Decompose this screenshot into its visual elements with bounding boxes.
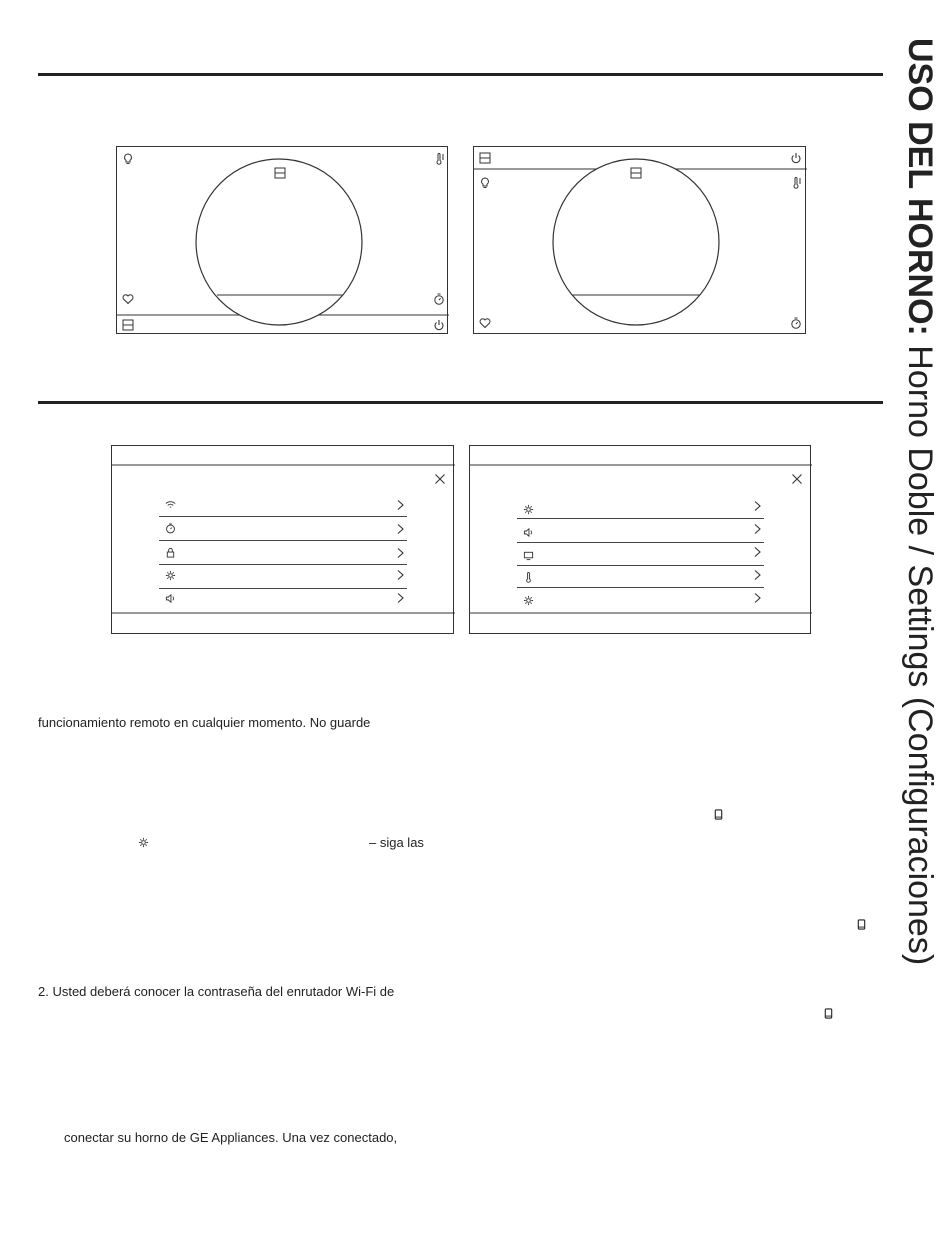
body-text-line: – siga las <box>369 835 424 850</box>
chevron-right-icon[interactable] <box>751 569 763 581</box>
gear-icon <box>138 837 149 848</box>
settings-screen-page-1 <box>111 445 454 634</box>
section-rule-middle <box>38 401 883 404</box>
menu-divider <box>159 564 407 565</box>
heart-icon[interactable] <box>479 317 491 329</box>
mobile-device-icon <box>713 809 724 820</box>
settings-screen-2-frame <box>470 446 812 635</box>
side-title-light: Horno Doble / Settings (Configuraciones) <box>901 345 939 966</box>
body-text-line: conectar su horno de GE Appliances. Una vez conectado, <box>64 1130 398 1145</box>
heart-icon[interactable] <box>122 293 134 305</box>
timer-icon[interactable] <box>790 317 802 329</box>
gear-icon <box>523 504 534 515</box>
oven-cavity-icon[interactable] <box>630 167 642 179</box>
chevron-right-icon[interactable] <box>751 500 763 512</box>
gear-icon <box>523 595 534 606</box>
speaker-icon <box>523 527 534 538</box>
display-icon <box>523 550 534 561</box>
chevron-right-icon[interactable] <box>394 523 406 535</box>
chevron-right-icon[interactable] <box>394 547 406 559</box>
menu-divider <box>517 518 764 519</box>
lightbulb-icon[interactable] <box>122 153 134 165</box>
lock-icon <box>165 547 176 558</box>
body-text-line: funcionamiento remoto en cualquier momento. No guarde <box>38 715 371 730</box>
lightbulb-icon[interactable] <box>479 177 491 189</box>
chevron-right-icon[interactable] <box>394 592 406 604</box>
chevron-right-icon[interactable] <box>394 499 406 511</box>
menu-divider <box>159 588 407 589</box>
body-text-step-2: 2. Usted deberá conocer la contraseña del enrutador Wi-Fi de <box>38 984 395 999</box>
settings-screen-page-2 <box>469 445 811 634</box>
menu-divider <box>517 587 764 588</box>
page-side-title <box>900 38 939 965</box>
menu-divider <box>159 516 407 517</box>
mobile-device-icon <box>823 1008 834 1019</box>
thermometer-icon <box>523 572 534 583</box>
power-icon[interactable] <box>433 319 445 331</box>
chevron-right-icon[interactable] <box>751 523 763 535</box>
power-icon[interactable] <box>790 152 802 164</box>
clock-icon <box>165 523 176 534</box>
control-panel-upper-oven <box>116 146 448 334</box>
speaker-icon <box>165 593 176 604</box>
oven-cavity-lower-icon[interactable] <box>122 319 134 331</box>
oven-cavity-icon[interactable] <box>274 167 286 179</box>
section-rule-top <box>38 73 883 76</box>
gear-icon <box>165 570 176 581</box>
chevron-right-icon[interactable] <box>394 569 406 581</box>
menu-divider <box>517 542 764 543</box>
timer-icon[interactable] <box>433 293 445 305</box>
oven-cavity-upper-icon[interactable] <box>479 152 491 164</box>
side-title-bold: USO DEL HORNO: <box>901 38 939 336</box>
probe-thermometer-icon[interactable] <box>433 153 445 165</box>
probe-thermometer-icon[interactable] <box>790 177 802 189</box>
menu-divider <box>159 540 407 541</box>
control-panel-lower-oven <box>473 146 806 334</box>
wifi-icon <box>165 499 176 510</box>
close-icon[interactable] <box>434 473 446 485</box>
menu-divider <box>517 565 764 566</box>
chevron-right-icon[interactable] <box>751 592 763 604</box>
chevron-right-icon[interactable] <box>751 546 763 558</box>
close-icon[interactable] <box>791 473 803 485</box>
mobile-device-icon <box>856 919 867 930</box>
